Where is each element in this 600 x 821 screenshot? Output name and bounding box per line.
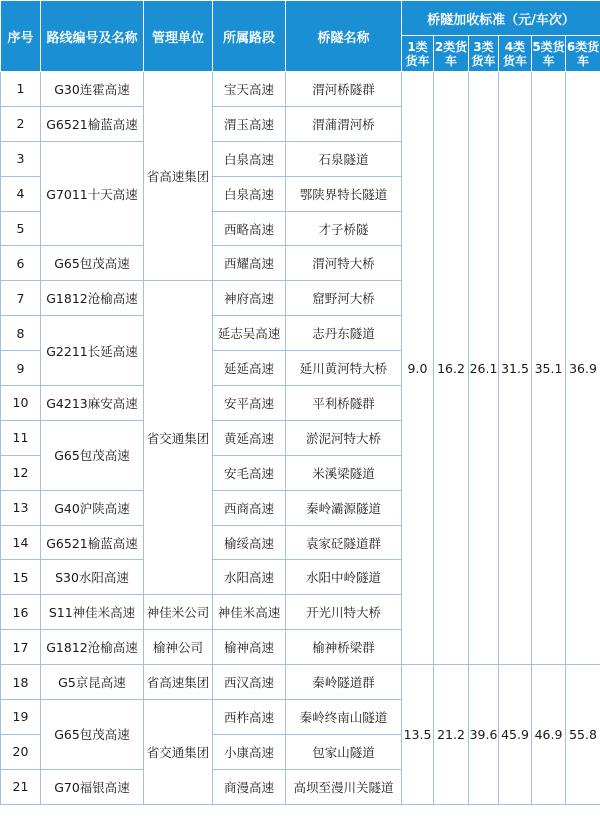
fee-g1-c1: 9.0 <box>402 72 434 665</box>
cell-seq: 5 <box>1 211 41 246</box>
cell-bridge: 才子桥隧 <box>286 211 402 246</box>
header-fee-group: 桥隧加收标准（元/车次） <box>402 1 600 36</box>
header-unit: 管理单位 <box>144 1 213 72</box>
fee-g1-c3: 26.1 <box>469 72 499 665</box>
cell-bridge: 袁家砭隧道群 <box>286 525 402 560</box>
fee-g2-c5: 46.9 <box>532 665 566 805</box>
cell-seq: 2 <box>1 106 41 141</box>
cell-seq: 1 <box>1 72 41 107</box>
fee-g2-c2: 21.2 <box>434 665 469 805</box>
header-bridge: 桥隧名称 <box>286 1 402 72</box>
cell-bridge: 高坝至漫川关隧道 <box>286 769 402 804</box>
cell-unit: 省高速集团 <box>144 665 213 700</box>
cell-unit: 省高速集团 <box>144 72 213 281</box>
cell-bridge: 志丹东隧道 <box>286 316 402 351</box>
cell-seq: 12 <box>1 455 41 490</box>
cell-seq: 20 <box>1 734 41 769</box>
cell-section: 黄延高速 <box>213 420 286 455</box>
cell-route: S11神佳米高速 <box>41 595 144 630</box>
cell-bridge: 石泉隧道 <box>286 141 402 176</box>
cell-seq: 16 <box>1 595 41 630</box>
cell-section: 神府高速 <box>213 281 286 316</box>
cell-seq: 8 <box>1 316 41 351</box>
fee-g1-c4: 31.5 <box>499 72 532 665</box>
cell-bridge: 淤泥河特大桥 <box>286 420 402 455</box>
cell-route: G30连霍高速 <box>41 72 144 107</box>
cell-seq: 21 <box>1 769 41 804</box>
header-class-2: 2类货车 <box>434 36 469 72</box>
cell-unit: 省交通集团 <box>144 281 213 595</box>
cell-bridge: 秦岭隧道群 <box>286 665 402 700</box>
cell-bridge: 榆神桥梁群 <box>286 630 402 665</box>
cell-route: G4213麻安高速 <box>41 386 144 421</box>
cell-seq: 10 <box>1 386 41 421</box>
cell-section: 商漫高速 <box>213 769 286 804</box>
cell-route: G5京昆高速 <box>41 665 144 700</box>
cell-seq: 4 <box>1 176 41 211</box>
cell-seq: 19 <box>1 700 41 735</box>
table-row <box>1 72 600 107</box>
header-class-5: 5类货车 <box>532 36 566 72</box>
cell-route: G7011十天高速 <box>41 141 144 246</box>
fee-g2-c4: 45.9 <box>499 665 532 805</box>
cell-route: G1812沧榆高速 <box>41 281 144 316</box>
fee-g1-c2: 16.2 <box>434 72 469 665</box>
cell-route: G6521榆蓝高速 <box>41 106 144 141</box>
cell-route: G65包茂高速 <box>41 246 144 281</box>
cell-route: G65包茂高速 <box>41 420 144 490</box>
cell-bridge: 秦岭终南山隧道 <box>286 700 402 735</box>
header-route: 路线编号及名称 <box>41 1 144 72</box>
cell-section: 水阳高速 <box>213 560 286 595</box>
cell-seq: 15 <box>1 560 41 595</box>
cell-route: G6521榆蓝高速 <box>41 525 144 560</box>
cell-bridge: 渭河特大桥 <box>286 246 402 281</box>
fee-g1-c5: 35.1 <box>532 72 566 665</box>
cell-section: 延延高速 <box>213 351 286 386</box>
cell-bridge: 鄂陕界特长隧道 <box>286 176 402 211</box>
cell-bridge: 渭河桥隧群 <box>286 72 402 107</box>
fee-g2-c6: 55.8 <box>566 665 600 805</box>
cell-route: G70福银高速 <box>41 769 144 804</box>
cell-seq: 9 <box>1 351 41 386</box>
cell-route: G40沪陕高速 <box>41 490 144 525</box>
cell-route: G1812沧榆高速 <box>41 630 144 665</box>
fee-g2-c3: 39.6 <box>469 665 499 805</box>
cell-seq: 7 <box>1 281 41 316</box>
cell-unit: 省交通集团 <box>144 700 213 805</box>
cell-section: 西汉高速 <box>213 665 286 700</box>
cell-seq: 6 <box>1 246 41 281</box>
cell-unit: 神佳米公司 <box>144 595 213 630</box>
fee-g2-c1: 13.5 <box>402 665 434 805</box>
fee-g1-c6: 36.9 <box>566 72 600 665</box>
header-class-3: 3类货车 <box>469 36 499 72</box>
header-seq: 序号 <box>1 1 41 72</box>
header-class-1: 1类货车 <box>402 36 434 72</box>
cell-unit: 榆神公司 <box>144 630 213 665</box>
cell-section: 西耀高速 <box>213 246 286 281</box>
cell-bridge: 窟野河大桥 <box>286 281 402 316</box>
header-class-6: 6类货车 <box>566 36 600 72</box>
cell-bridge: 延川黄河特大桥 <box>286 351 402 386</box>
cell-bridge: 渭蒲渭河桥 <box>286 106 402 141</box>
cell-bridge: 平利桥隧群 <box>286 386 402 421</box>
cell-seq: 17 <box>1 630 41 665</box>
cell-route: G2211长延高速 <box>41 316 144 386</box>
cell-bridge: 开光川特大桥 <box>286 595 402 630</box>
cell-bridge: 秦岭灞源隧道 <box>286 490 402 525</box>
header-class-4: 4类货车 <box>499 36 532 72</box>
cell-seq: 18 <box>1 665 41 700</box>
cell-section: 西商高速 <box>213 490 286 525</box>
cell-section: 白泉高速 <box>213 176 286 211</box>
cell-bridge: 包家山隧道 <box>286 734 402 769</box>
cell-seq: 11 <box>1 420 41 455</box>
cell-section: 安平高速 <box>213 386 286 421</box>
cell-section: 神佳米高速 <box>213 595 286 630</box>
table-row <box>1 665 600 700</box>
cell-seq: 14 <box>1 525 41 560</box>
cell-section: 西柞高速 <box>213 700 286 735</box>
header-section: 所属路段 <box>213 1 286 72</box>
cell-section: 安毛高速 <box>213 455 286 490</box>
cell-route: S30水阳高速 <box>41 560 144 595</box>
cell-route: G65包茂高速 <box>41 700 144 770</box>
cell-section: 小康高速 <box>213 734 286 769</box>
cell-section: 榆神高速 <box>213 630 286 665</box>
cell-section: 渭玉高速 <box>213 106 286 141</box>
cell-bridge: 米溪梁隧道 <box>286 455 402 490</box>
cell-section: 宝天高速 <box>213 72 286 107</box>
cell-section: 白泉高速 <box>213 141 286 176</box>
cell-seq: 13 <box>1 490 41 525</box>
cell-seq: 3 <box>1 141 41 176</box>
cell-section: 榆绥高速 <box>213 525 286 560</box>
cell-section: 延志吴高速 <box>213 316 286 351</box>
cell-section: 西略高速 <box>213 211 286 246</box>
cell-bridge: 水阳中岭隧道 <box>286 560 402 595</box>
